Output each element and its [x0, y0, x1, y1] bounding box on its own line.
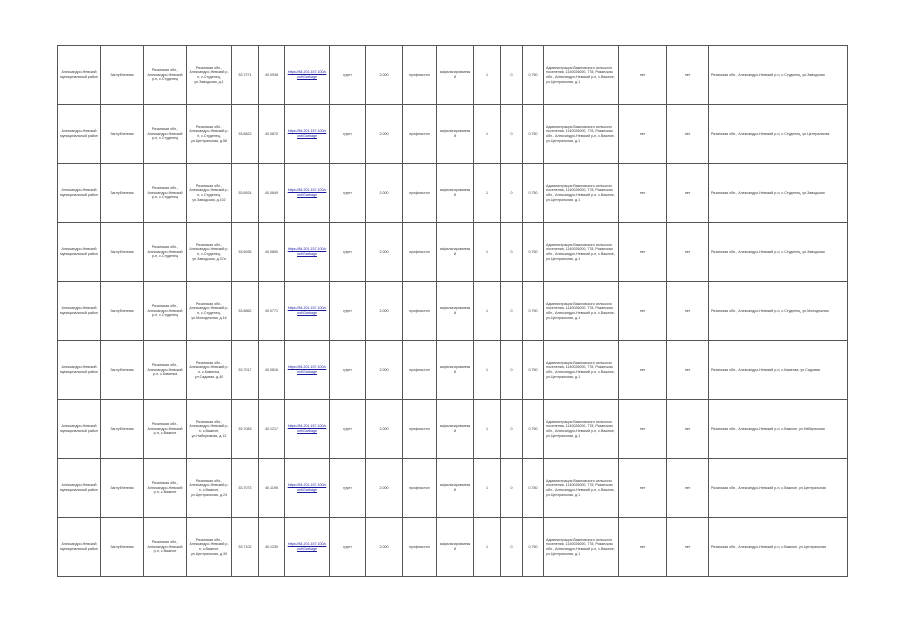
cell-link	[285, 282, 330, 341]
cell-link	[285, 341, 330, 400]
cell-f1: нет	[619, 400, 667, 459]
cell-address: Рязанская обл., Александро-Невский р-н, с.Важное, ул.Набережная, д.12	[187, 400, 232, 459]
cell-sources: Рязанская обл., Александро-Невский р-н, с.Студенец, ул.Заводская	[709, 223, 848, 282]
cell-area: 2.000	[366, 459, 403, 518]
map-link[interactable]: https://84.201.157.100/cont/Garbage	[287, 129, 327, 138]
cell-sources: Рязанская обл., Александро-Невский р-н, с.Студенец, ул.Центральная	[709, 105, 848, 164]
table-row	[58, 459, 848, 518]
cell-type: Заглубленная	[101, 223, 144, 282]
cell-sources: Рязанская обл., Александро-Невский р-н, с.Важное, ул.Набережная	[709, 400, 848, 459]
cell-f2: нет	[667, 223, 709, 282]
cell-enclosure: профнастил	[403, 400, 437, 459]
cell-enclosure: профнастил	[403, 105, 437, 164]
cell-lat: 53.7073	[232, 459, 259, 518]
cell-lon: 40.0771	[259, 282, 285, 341]
cell-f1: нет	[619, 518, 667, 577]
cell-district: Александро-Невский муниципальный район	[58, 518, 101, 577]
cell-sources: Рязанская обл., Александро-Невский р-н, с.Студенец, ул.Заводская	[709, 164, 848, 223]
cell-link	[285, 459, 330, 518]
cell-lon: 40.0870	[259, 105, 285, 164]
cell-lon: 40.0850	[259, 223, 285, 282]
cell-cover: асфальтированный	[437, 400, 474, 459]
table-row	[58, 518, 848, 577]
cell-owner: Администрация Важновского сельского поселения, 1140026000, 778, Рязанская обл., Александро-Невский р-н, с.Важное, ул.Центральная, д.1	[544, 164, 619, 223]
cell-volume: 0	[501, 282, 523, 341]
cell-owner: Администрация Важновского сельского поселения, 1140026000, 778, Рязанская обл., Александро-Невский р-н, с.Важное, ул.Центральная, д.1	[544, 282, 619, 341]
cell-address: Рязанская обл., Александро-Невский р-н, с.Каменка, ул.Садовая, д.40	[187, 341, 232, 400]
cell-enclosure: профнастил	[403, 518, 437, 577]
table-row	[58, 400, 848, 459]
cell-cover: асфальтированный	[437, 518, 474, 577]
cell-lat: 53.6822	[232, 105, 259, 164]
cell-area: 2.000	[366, 46, 403, 105]
table-row	[58, 223, 848, 282]
cell-area: 2.000	[366, 400, 403, 459]
cell-sources: Рязанская обл., Александро-Невский р-н, с.Студенец, ул.Заводская	[709, 46, 848, 105]
cell-lat: 53.7083	[232, 400, 259, 459]
cell-cover: асфальтированный	[437, 341, 474, 400]
cell-volume: 0	[501, 400, 523, 459]
cell-area: 2.000	[366, 518, 403, 577]
cell-link	[285, 105, 330, 164]
table-body	[58, 46, 848, 577]
cell-sources: Рязанская обл., Александро-Невский р-н, с.Каменка, ул.Садовая	[709, 341, 848, 400]
container-sites-table	[57, 45, 848, 577]
cell-type: Заглубленная	[101, 282, 144, 341]
cell-count: 1	[474, 105, 501, 164]
cell-link	[285, 518, 330, 577]
cell-address: Рязанская обл., Александро-Невский р-н, с.Студенец, ул.Центральная, д.58	[187, 105, 232, 164]
cell-cap: 0.750	[523, 518, 544, 577]
cell-count: 1	[474, 223, 501, 282]
cell-link	[285, 400, 330, 459]
table-row	[58, 105, 848, 164]
cell-address: Рязанская обл., Александро-Невский р-н, с.Важное, ул.Центральная, д.39	[187, 518, 232, 577]
cell-cap: 0.750	[523, 400, 544, 459]
cell-type: Заглубленная	[101, 164, 144, 223]
cell-enclosure: профнастил	[403, 46, 437, 105]
cell-lat: 53.7271	[232, 46, 259, 105]
cell-enclosure: профнастил	[403, 459, 437, 518]
cell-locality: Рязанская обл., Александро-Невский р-н, с.Студенец	[144, 223, 187, 282]
cell-cover: асфальтированный	[437, 105, 474, 164]
cell-locality: Рязанская обл., Александро-Невский р-н, с.Студенец	[144, 282, 187, 341]
cell-cover: асфальтированный	[437, 282, 474, 341]
cell-surface: грунт	[330, 518, 366, 577]
cell-district: Александро-Невский муниципальный район	[58, 282, 101, 341]
cell-f2: нет	[667, 46, 709, 105]
cell-area: 2.000	[366, 164, 403, 223]
map-link[interactable]: https://84.201.157.100/cont/Garbage	[287, 365, 327, 374]
cell-link	[285, 223, 330, 282]
cell-address: Рязанская обл., Александро-Невский р-н, с.Студенец, ул.Заводская, д.1	[187, 46, 232, 105]
cell-area: 2.000	[366, 282, 403, 341]
cell-owner: Администрация Важновского сельского поселения, 1140026000, 778, Рязанская обл., Александро-Невский р-н, с.Важное, ул.Центральная, д.1	[544, 223, 619, 282]
cell-locality: Рязанская обл., Александро-Невский р-н, с.Важное	[144, 518, 187, 577]
cell-surface: грунт	[330, 400, 366, 459]
cell-area: 2.000	[366, 223, 403, 282]
cell-count: 1	[474, 341, 501, 400]
cell-address: Рязанская обл., Александро-Невский р-н, с.Студенец, ул.Заводская, д.102	[187, 164, 232, 223]
table-row	[58, 282, 848, 341]
cell-lat: 53.6935	[232, 223, 259, 282]
cell-volume: 0	[501, 46, 523, 105]
cell-owner: Администрация Важновского сельского поселения, 1140026000, 778, Рязанская обл., Александро-Невский р-н, с.Важное, ул.Центральная, д.1	[544, 459, 619, 518]
cell-f1: нет	[619, 341, 667, 400]
cell-lon: 40.1230	[259, 518, 285, 577]
cell-f1: нет	[619, 282, 667, 341]
cell-surface: грунт	[330, 341, 366, 400]
cell-f1: нет	[619, 105, 667, 164]
cell-locality: Рязанская обл., Александро-Невский р-н, с.Студенец	[144, 46, 187, 105]
cell-count: 1	[474, 164, 501, 223]
cell-owner: Администрация Важновского сельского поселения, 1140026000, 778, Рязанская обл., Александро-Невский р-н, с.Важное, ул.Центральная, д.1	[544, 46, 619, 105]
map-link[interactable]: https://84.201.157.100/cont/Garbage	[287, 542, 327, 551]
cell-link	[285, 164, 330, 223]
cell-lat: 53.6862	[232, 282, 259, 341]
cell-f2: нет	[667, 400, 709, 459]
cell-cap: 0.750	[523, 341, 544, 400]
cell-address: Рязанская обл., Александро-Невский р-н, с.Студенец, ул.Заводская, д.37а	[187, 223, 232, 282]
cell-cap: 0.750	[523, 164, 544, 223]
cell-surface: грунт	[330, 282, 366, 341]
cell-f1: нет	[619, 164, 667, 223]
cell-sources: Рязанская обл., Александро-Невский р-н, с.Важное, ул.Центральная	[709, 459, 848, 518]
map-link[interactable]: https://84.201.157.100/cont/Garbage	[287, 188, 327, 197]
cell-f2: нет	[667, 459, 709, 518]
table-row	[58, 341, 848, 400]
cell-type: Заглубленная	[101, 459, 144, 518]
cell-f2: нет	[667, 164, 709, 223]
cell-locality: Рязанская обл., Александро-Невский р-н, с.Каменка	[144, 341, 187, 400]
map-link[interactable]: https://84.201.157.100/cont/Garbage	[287, 483, 327, 492]
cell-district: Александро-Невский муниципальный район	[58, 341, 101, 400]
cell-type: Заглубленная	[101, 341, 144, 400]
cell-lon: 40.0938	[259, 46, 285, 105]
cell-address: Рязанская обл., Александро-Невский р-н, с.Студенец, ул.Молодежная, д.16	[187, 282, 232, 341]
cell-cover: асфальтированный	[437, 46, 474, 105]
cell-lon: 40.0849	[259, 164, 285, 223]
cell-owner: Администрация Важновского сельского поселения, 1140026000, 778, Рязанская обл., Александро-Невский р-н, с.Важное, ул.Центральная, д.1	[544, 400, 619, 459]
cell-count: 1	[474, 459, 501, 518]
cell-f1: нет	[619, 223, 667, 282]
cell-cap: 0.750	[523, 105, 544, 164]
cell-volume: 0	[501, 518, 523, 577]
cell-link	[285, 46, 330, 105]
cell-enclosure: профнастил	[403, 223, 437, 282]
cell-lon: 40.1217	[259, 400, 285, 459]
cell-cover: асфальтированный	[437, 164, 474, 223]
cell-f2: нет	[667, 341, 709, 400]
cell-cap: 0.750	[523, 46, 544, 105]
cell-count: 1	[474, 518, 501, 577]
cell-f1: нет	[619, 46, 667, 105]
cell-type: Заглубленная	[101, 400, 144, 459]
table-row	[58, 164, 848, 223]
cell-district: Александро-Невский муниципальный район	[58, 164, 101, 223]
cell-address: Рязанская обл., Александро-Невский р-н, с.Важное, ул.Центральная, д.24	[187, 459, 232, 518]
cell-lon: 40.1195	[259, 459, 285, 518]
cell-lat: 53.7017	[232, 341, 259, 400]
cell-cover: асфальтированный	[437, 223, 474, 282]
cell-type: Заглубленная	[101, 105, 144, 164]
cell-owner: Администрация Важновского сельского поселения, 1140026000, 778, Рязанская обл., Александро-Невский р-н, с.Важное, ул.Центральная, д.1	[544, 105, 619, 164]
cell-surface: грунт	[330, 105, 366, 164]
cell-surface: грунт	[330, 223, 366, 282]
cell-f2: нет	[667, 105, 709, 164]
cell-cap: 0.750	[523, 223, 544, 282]
cell-district: Александро-Невский муниципальный район	[58, 400, 101, 459]
cell-lon: 40.0816	[259, 341, 285, 400]
cell-cover: асфальтированный	[437, 459, 474, 518]
cell-locality: Рязанская обл., Александро-Невский р-н, с.Важное	[144, 400, 187, 459]
cell-volume: 0	[501, 105, 523, 164]
cell-locality: Рязанская обл., Александро-Невский р-н, с.Важное	[144, 459, 187, 518]
cell-enclosure: профнастил	[403, 282, 437, 341]
cell-locality: Рязанская обл., Александро-Невский р-н, с.Студенец	[144, 164, 187, 223]
cell-district: Александро-Невский муниципальный район	[58, 46, 101, 105]
cell-f1: нет	[619, 459, 667, 518]
cell-area: 2.000	[366, 341, 403, 400]
cell-owner: Администрация Важновского сельского поселения, 1140026000, 778, Рязанская обл., Александро-Невский р-н, с.Важное, ул.Центральная, д.1	[544, 341, 619, 400]
cell-district: Александро-Невский муниципальный район	[58, 459, 101, 518]
cell-volume: 0	[501, 164, 523, 223]
cell-owner: Администрация Важновского сельского поселения, 1140026000, 778, Рязанская обл., Александро-Невский р-н, с.Важное, ул.Центральная, д.1	[544, 518, 619, 577]
cell-count: 1	[474, 400, 501, 459]
map-link[interactable]: https://84.201.157.100/cont/Garbage	[287, 424, 327, 433]
map-link[interactable]: https://84.201.157.100/cont/Garbage	[287, 306, 327, 315]
cell-cap: 0.750	[523, 459, 544, 518]
cell-surface: грунт	[330, 164, 366, 223]
cell-surface: грунт	[330, 46, 366, 105]
cell-type: Заглубленная	[101, 518, 144, 577]
cell-cap: 0.750	[523, 282, 544, 341]
cell-lat: 53.6924	[232, 164, 259, 223]
cell-f2: нет	[667, 282, 709, 341]
table-row	[58, 46, 848, 105]
cell-volume: 0	[501, 341, 523, 400]
cell-sources: Рязанская обл., Александро-Невский р-н, с.Студенец, ул.Молодежная	[709, 282, 848, 341]
cell-f2: нет	[667, 518, 709, 577]
cell-district: Александро-Невский муниципальный район	[58, 105, 101, 164]
cell-area: 2.000	[366, 105, 403, 164]
map-link[interactable]: https://84.201.157.100/cont/Garbage	[287, 247, 327, 256]
map-link[interactable]: https://84.201.157.100/cont/Garbage	[287, 70, 327, 79]
cell-count: 1	[474, 282, 501, 341]
cell-district: Александро-Невский муниципальный район	[58, 223, 101, 282]
cell-lat: 53.7102	[232, 518, 259, 577]
cell-enclosure: профнастил	[403, 341, 437, 400]
cell-volume: 0	[501, 223, 523, 282]
cell-enclosure: профнастил	[403, 164, 437, 223]
cell-count: 1	[474, 46, 501, 105]
cell-locality: Рязанская обл., Александро-Невский р-н, с.Студенец	[144, 105, 187, 164]
cell-surface: грунт	[330, 459, 366, 518]
cell-sources: Рязанская обл., Александро-Невский р-н, с.Важное, ул.Центральная	[709, 518, 848, 577]
cell-type: Заглубленная	[101, 46, 144, 105]
cell-volume: 0	[501, 459, 523, 518]
